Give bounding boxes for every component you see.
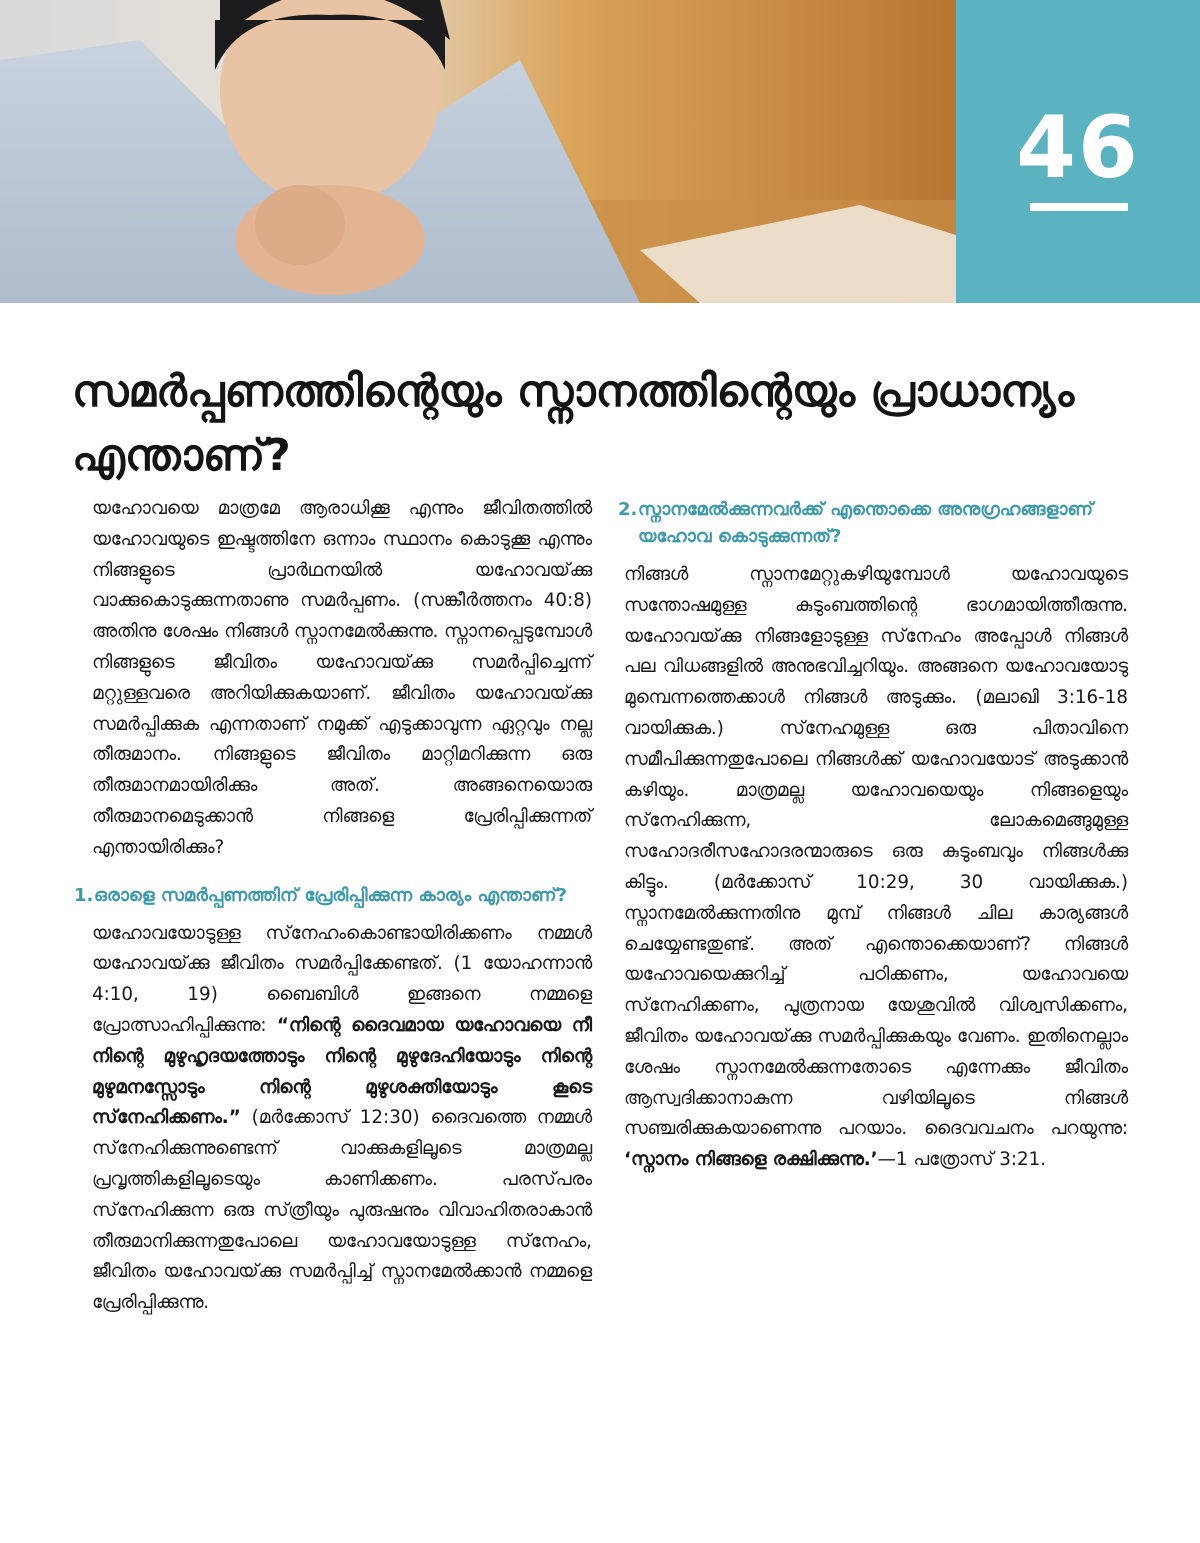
- intro-paragraph: യഹോവയെ മാത്രമേ ആരാധിക്കൂ എന്നും ജീവിതത്തിൽ യഹോവയുടെ ഇഷ്ടത്തിനേ ഒന്നാം സ്ഥാനം കൊടുക്കൂ എന്നും നിങ്ങളുടെ പ്രാർഥനയിൽ യഹോവയ്‌ക്കു വാക്കുകൊടുക്കുന്നതാണു സമർപ്പണം. (സങ്കീർത്തനം 40:8) അതിനു ശേഷം നിങ്ങൾ സ്നാനമേൽക്കുന്നു. സ്നാനപ്പെടുമ്പോൾ നിങ്ങളുടെ ജീവിതം യഹോവയ്‌ക്കു സമർപ്പിച്ചെന്ന്‌ മറ്റുള്ളവരെ അറിയിക്കുകയാണ്‌. ജീവിതം യഹോവയ്‌ക്കു സമർപ്പിക്കുക എന്നതാണ്‌ നമുക്ക്‌ എടുക്കാവുന്ന ഏറ്റവും നല്ല തീരുമാനം. നിങ്ങളുടെ ജീവിതം മാറ്റിമറിക്കുന്ന ഒരു തീരുമാനമായിരിക്കും അത്‌. അങ്ങനെയൊരു തീരുമാനമെടുക്കാൻ നിങ്ങളെ പ്രേരിപ്പിക്കുന്നത്‌ എന്തായിരിക്കും?: [92, 498, 592, 858]
- header-photo: [0, 0, 956, 303]
- answer-2-text-b: —1 പത്രോസ്‌ 3:21.: [877, 1149, 1047, 1171]
- answer-1-text-b: (മർക്കോസ്‌ 12:30) ദൈവത്തെ നമ്മൾ സ്‌നേഹിക്കുന്നുണ്ടെന്ന്‌ വാക്കുകളിലൂടെ മാത്രമല്ല പ്രവൃത്തികളിലൂടെയും കാണിക്കണം. പരസ്‌പരം സ്‌നേഹിക്കുന്ന ഒരു സ്‌ത്രീയും പുരുഷനും വിവാഹിതരാകാൻ തീരുമാനിക്കുന്നതുപോലെ യഹോവയോടുള്ള സ്‌നേഹം, ജീവിതം യഹോവയ്‌ക്കു സമർപ്പിച്ച്‌ സ്നാനമേൽക്കാൻ നമ്മളെ പ്രേരിപ്പിക്കുന്നു.: [92, 1107, 592, 1314]
- question-2-number: 2.: [618, 499, 638, 520]
- lesson-number-underline: [1030, 203, 1128, 211]
- answer-2-text-a: നിങ്ങൾ സ്നാനമേറ്റുകഴിയുമ്പോൾ യഹോവയുടെ സന്തോഷമുള്ള കുടുംബത്തിന്റെ ഭാഗമായിത്തീരുന്നു. യഹോവയ്‌ക്കു നിങ്ങളോടുള്ള സ്‌നേഹം അപ്പോൾ നിങ്ങൾ പല വിധങ്ങളിൽ അനുഭവിച്ചറിയും. അങ്ങനെ യഹോവയോടു മുമ്പെന്നത്തെക്കാൾ നിങ്ങൾ അടുക്കും. (മലാഖി 3:16-18 വായിക്കുക.) സ്‌നേഹമുള്ള ഒരു പിതാവിനെ സമീപിക്കുന്നതുപോലെ നിങ്ങൾക്ക്‌ യഹോവയോട്‌ അടുക്കാൻ കഴിയും. മാത്രമല്ല യഹോവയെയും നിങ്ങളെയും സ്‌നേഹിക്കുന്ന, ലോകമെങ്ങുമുള്ള സഹോദരീസഹോദരന്മാരുടെ ഒരു കുടുംബവും നിങ്ങൾക്കു കിട്ടും. (മർക്കോസ്‌ 10:29, 30 വായിക്കുക.) സ്നാനമേൽക്കുന്നതിനു മുമ്പ്‌ നിങ്ങൾ ചില കാര്യങ്ങൾ ചെയ്യേണ്ടതുണ്ട്‌. അത്‌ എന്തൊക്കെയാണ്‌? നിങ്ങൾ യഹോവയെക്കുറിച്ച്‌ പഠിക്കണം, യഹോവയെ സ്‌നേഹിക്കണം, പുത്രനായ യേശുവിൽ വിശ്വസിക്കണം, ജീവിതം യഹോവയ്‌ക്കു സമർപ്പിക്കുകയും വേണം. ഇതിനെല്ലാം ശേഷം സ്നാനമേൽക്കുന്നതോടെ എന്നേക്കും ജീവിതം ആസ്വദിക്കാനാകുന്ന വഴിയിലൂടെ നിങ്ങൾ സഞ്ചരിക്കുകയാണെന്നു പറയാം. ദൈവവചനം പറയുന്നു:: [624, 564, 1128, 1140]
- page-title: സമർപ്പണത്തിന്റെയും സ്നാനത്തിന്റെയും പ്രാധാന്യം എന്താണ്?: [72, 366, 1075, 481]
- answer-2-scripture-quote: ‘സ്നാനം നിങ്ങളെ രക്ഷിക്കുന്നു.’: [624, 1149, 878, 1171]
- question-1-text: ഒരാളെ സമർപ്പണത്തിന്‌ പ്രേരിപ്പിക്കുന്ന കാര്യം എന്താണ്‌?: [94, 884, 567, 906]
- question-2: [618, 496, 1128, 550]
- right-column: [618, 494, 1128, 1194]
- question-1: [74, 882, 592, 909]
- answer-1-paragraph: [92, 919, 592, 1319]
- question-2-text: സ്നാനമേൽക്കുന്നവർക്ക്‌ എന്തൊക്കെ അനുഗ്രഹങ്ങളാണ്‌ യഹോവ കൊടുക്കുന്നത്‌?: [638, 499, 1093, 547]
- answer-1-text-a: യഹോവയോടുള്ള സ്‌നേഹംകൊണ്ടായിരിക്കണം നമ്മൾ യഹോവയ്‌ക്കു ജീവിതം സമർപ്പിക്കേണ്ടത്‌. (1 യോഹന്നാൻ 4:10, 19) ബൈബിൾ ഇങ്ങനെ നമ്മളെ പ്രോത്സാഹിപ്പിക്കുന്നു:: [92, 922, 592, 1036]
- left-column: [74, 494, 592, 1337]
- praying-man-illustration: [0, 0, 956, 303]
- answer-2-paragraph: [624, 560, 1128, 1176]
- question-1-number: 1.: [74, 884, 94, 906]
- answer-1-scripture-quote: “നിന്റെ ദൈവമായ യഹോവയെ നീ നിന്റെ മുഴുഹൃദയത്തോടും നിന്റെ മുഴുദേഹിയോടും നിന്റെ മുഴുമനസ്സോടും നിന്റെ മുഴുശക്തിയോടും കൂടെ സ്‌നേഹിക്കണം.”: [92, 1014, 592, 1129]
- lesson-number-box: [956, 0, 1200, 303]
- lesson-number: 46: [1016, 98, 1140, 198]
